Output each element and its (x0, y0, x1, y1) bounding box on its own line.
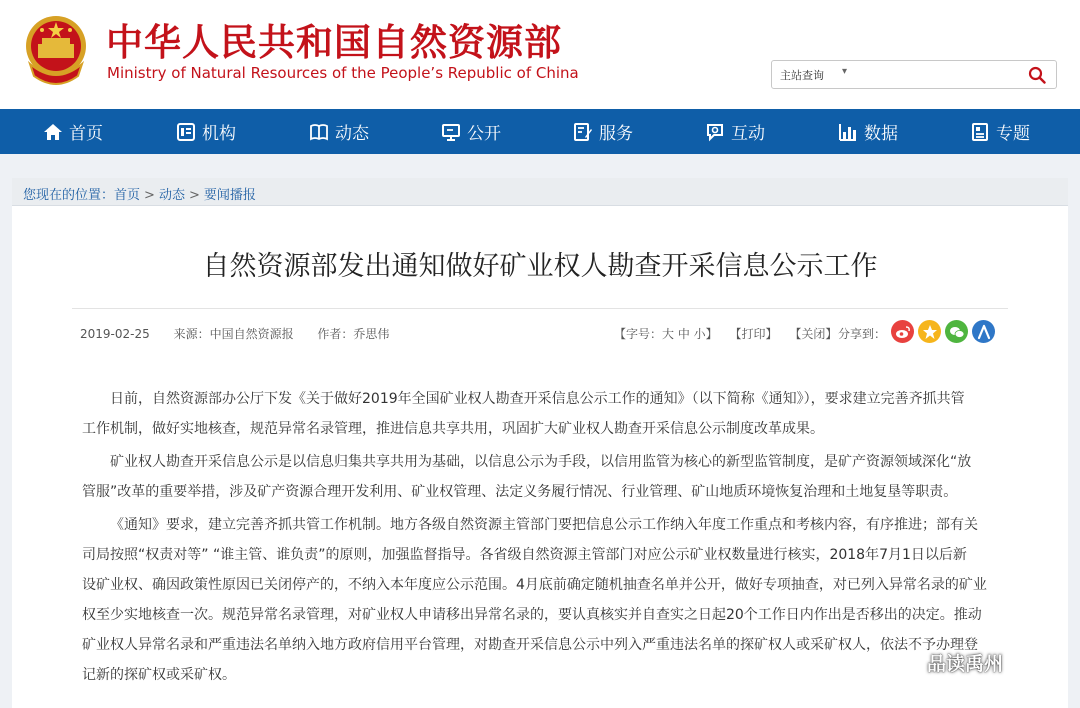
nav-item-service[interactable] (573, 109, 633, 154)
paragraph-line: 矿业权人勘查开采信息公示是以信息归集共享共用为基础，以信息公示为手段，以信用监管为核心的新型监管制度，是矿产资源领域深化“放 (110, 454, 972, 470)
nav-item-public[interactable] (441, 109, 501, 154)
nav-label: 互动 (731, 124, 765, 144)
chat-icon (705, 122, 725, 142)
article-source: 来源：中国自然资源报 (173, 327, 294, 341)
bar-chart-icon (838, 122, 858, 142)
book-icon (309, 122, 329, 142)
wechat-official-account-icon (895, 650, 923, 674)
paragraph-line: 司局按照“权责对等” “谁主管、谁负责”的原则，加强监督指导。各省级自然资源主管部门对应公示矿业权数量进行核实，2018年7月1日以后新 (82, 547, 967, 563)
nav-item-topics[interactable] (970, 109, 1030, 154)
nav-item-interact[interactable] (705, 109, 765, 154)
article-meta (80, 325, 409, 342)
national-emblem-icon[interactable] (24, 14, 88, 86)
title-divider (72, 308, 1008, 309)
breadcrumb-separator: > (188, 188, 200, 203)
paragraph-line: 权至少实地核查一次。规范异常名录管理，对矿业权人申请移出异常名录的，要认真核实并自查实之日起20个工作日内作出是否移出的决定。推动 (82, 607, 982, 623)
home-icon (43, 122, 63, 142)
nav-label: 公开 (467, 124, 501, 144)
close-link[interactable]: 【关闭】 (789, 327, 838, 341)
nav-label: 机构 (202, 124, 236, 144)
search-box[interactable] (771, 60, 1057, 89)
paragraph-line: 矿业权人异常名录和严重违法名单纳入地方政府信用平台管理，对勘查开采信息公示中列入严重违法名单的探矿权人或采矿权人，依法不予办理登 (82, 637, 978, 653)
paragraph-line: 管服”改革的重要举措，涉及矿产资源合理开发利用、矿业权管理、法定义务履行情况、行业管理、矿山地质环境恢复治理和土地复垦等职责。 (82, 484, 958, 500)
breadcrumb-link-news[interactable]: 动态 (158, 188, 185, 203)
paragraph-line: 《通知》要求，建立完善齐抓共管工作机制。地方各级自然资源主管部门要把信息公示工作纳入年度工作重点和考核内容，有序推进；部有关 (110, 517, 978, 533)
search-icon[interactable] (1028, 66, 1046, 84)
paragraph-line: 日前，自然资源部办公厅下发《关于做好2019年全国矿业权人勘查开采信息公示工作的通知》（以下简称《通知》），要求建立完善齐抓共管 (110, 391, 965, 407)
nav-item-org[interactable] (176, 109, 236, 154)
breadcrumb-link-headlines[interactable]: 要闻播报 (203, 188, 256, 203)
watermark (895, 648, 1003, 676)
org-icon (176, 122, 196, 142)
article-container (12, 206, 1068, 708)
nav-item-data[interactable] (838, 109, 898, 154)
site-title[interactable]: 中华人民共和国自然资源部 (106, 21, 562, 64)
article-paragraph (82, 510, 1000, 690)
paragraph-line: 记新的探矿权或采矿权。 (82, 667, 236, 683)
share-label: 分享到： (838, 327, 887, 341)
renren-icon[interactable] (972, 320, 995, 343)
print-link[interactable]: 【打印】 (729, 327, 778, 341)
dropdown-caret-icon[interactable]: ▾ (842, 66, 848, 77)
monitor-icon (441, 122, 461, 142)
paragraph-line: 设矿业权、确因政策性原因已关闭停产的，不纳入本年度应公示范围。4月底前确定随机抽查名单并公开，做好专项抽查，对已列入异常名录的矿业 (82, 577, 987, 593)
nav-item-news[interactable] (309, 109, 369, 154)
article-author: 作者：乔思伟 (317, 327, 390, 341)
article-title: 自然资源部发出通知做好矿业权人勘查开采信息公示工作 (202, 251, 878, 282)
font-size-control[interactable]: 【字号：大 中 小】 (614, 327, 718, 341)
qzone-icon[interactable] (918, 320, 941, 343)
article-paragraph (82, 384, 1000, 444)
search-scope-select[interactable]: 主站查询 (780, 69, 824, 82)
breadcrumb-separator: > (144, 188, 155, 203)
weibo-icon[interactable] (891, 320, 914, 343)
breadcrumb-bar (12, 178, 1068, 206)
nav-label: 首页 (69, 124, 103, 144)
article-paragraph (82, 447, 1000, 507)
nav-label: 数据 (864, 124, 898, 144)
publish-date: 2019-02-25 (80, 327, 150, 341)
site-subtitle: Ministry of Natural Resources of the People’s Republic of China (107, 64, 579, 82)
site-header (0, 0, 1080, 109)
nav-label: 动态 (335, 124, 369, 144)
article-tools (614, 325, 845, 342)
breadcrumb (23, 184, 256, 203)
edit-icon (573, 122, 593, 142)
wechat-icon[interactable] (945, 320, 968, 343)
breadcrumb-link-home[interactable]: 首页 (114, 188, 141, 203)
watermark-text: 品读禹州 (927, 652, 1004, 675)
nav-label: 服务 (599, 124, 633, 144)
document-icon (970, 122, 990, 142)
nav-label: 专题 (996, 124, 1030, 144)
nav-item-home[interactable] (43, 109, 103, 154)
main-nav (0, 109, 1080, 154)
paragraph-line: 工作机制，做好实地核查，规范异常名录管理，推进信息共享共用，巩固扩大矿业权人勘查开采信息公示制度改革成果。 (82, 421, 824, 437)
breadcrumb-prefix: 您现在的位置： (23, 188, 115, 203)
